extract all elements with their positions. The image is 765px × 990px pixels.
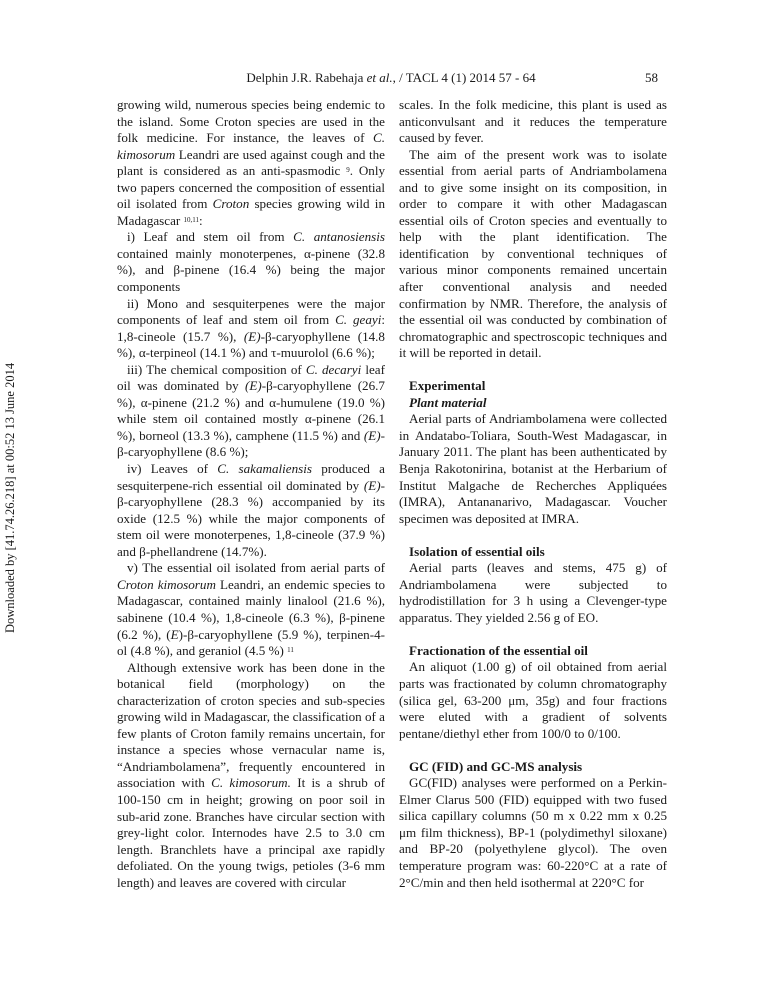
paragraph: The aim of the present work was to isolate essential from aerial parts of Andriambolamena and to give some insight on its composition, in order to compare it with other Madagascan essential oils of Croton species and eventually to help with the plant identification. The identification by conventional techniques of various minor components remained uncertain after conventional analysis and needed confirmation by NMR. Therefore, the analysis of the essential oil was conducted by combination of chromatographic and spectroscopic techniques and it will be reported in detail. [399, 146, 667, 361]
paragraph: Aerial parts (leaves and stems, 475 g) of Andriambolamena were subjected to hydrodistillation for 3 h using a Clevenger-type apparatus. They yielded 2.56 g of EO. [399, 560, 667, 625]
running-header [116, 70, 666, 88]
right-column [399, 97, 667, 891]
paragraph: iv) Leaves of C. sakamaliensis produced a sesquiterpene-rich essential oil dominated by (E)-β-caryophyllene (28.3 %) accompanied by its oxide (12.5 %) while the major components of stem oil were monoterpenes, 1,8-cineole (37.9 %) and β-phellandrene (14.7%). [117, 461, 385, 559]
paragraph: Aerial parts of Andriambolamena were collected in Andatabo-Toliara, South-West Madagascar, in January 2011. The plant has been authenticated by Benja Rakotonirina, botanist at the Herbarium of Institut Malgache de Recherches Appliquées (IMRA), Antananarivo, Madagascar. Voucher specimen was deposited at IMRA. [399, 411, 667, 526]
section-heading: GC (FID) and GC-MS analysis [409, 758, 583, 774]
paragraph: growing wild, numerous species being endemic to the island. Some Croton species are used in the folk medicine. For instance, the leaves of C. kimosorum Leandri are used against cough and the plant is considered as an anti-spasmodic $^9$. Only two papers concerned the composition of essential oil isolated from Croton species growing wild in Madagascar $^{10,11}$: [117, 97, 386, 228]
paragraph: v) The essential oil isolated from aerial parts of Croton kimosorum Leandri, an endemic species to Madagascar, contained mainly linalool (21.6 %), sabinene (10.4 %), 1,8-cineole (6.3 %), β-pinene (6.2 %), (E)-β-caryophyllene (5.9 %), terpinen-4-ol (4.8 %), and geraniol (4.5 %) $^{11}$ [117, 560, 386, 659]
running-head-etal: et al. [366, 70, 393, 85]
paragraph: ii) Mono and sesquiterpenes were the major components of leaf and stem oil from C. geayi: 1,8-cineole (15.7 %), (E)-β-caryophyllene (14.8 %), α-terpineol (14.1 %) and τ-muurolol (6.6 %); [117, 295, 385, 361]
section-heading: Experimental [409, 378, 486, 394]
running-head-journal: , / TACL 4 (1) 2014 57 - 64 [392, 70, 536, 85]
download-watermark: Downloaded by [41.74.26.218] at 00:52 13 June 2014 [3, 362, 17, 633]
left-column [117, 97, 385, 891]
running-head-authors: Delphin J.R. Rabehaja [246, 70, 367, 85]
paragraph: iii) The chemical composition of C. decaryi leaf oil was dominated by (E)-β-caryophyllene (26.7 %), α-pinene (21.2 %) and α-humulene (19.0 %) while stem oil contained mostly α-pinene (26.1 %), borneol (13.3 %), camphene (11.5 %) and (E)-β-caryophyllene (8.6 %); [117, 361, 385, 460]
section-heading: Isolation of essential oils [409, 543, 545, 559]
subsection-heading: Plant material [409, 394, 487, 410]
paragraph: i) Leaf and stem oil from C. antanosiensis contained mainly monoterpenes, α-pinene (32.8 %), and β-pinene (16.4 %) being the major components [117, 229, 385, 295]
section-heading: Fractionation of the essential oil [409, 642, 588, 658]
paragraph: GC(FID) analyses were performed on a Perkin-Elmer Clarus 500 (FID) equipped with two fused silica capillary columns (50 m x 0.22 mm x 0.25 μm film thickness), BP-1 (polydimethyl siloxane) and BP-20 (polyethylene glycol). The oven temperature program was: 60-220°C at a rate of 2°C/min and then held isothermal at 220°C for [399, 775, 667, 890]
paragraph: scales. In the folk medicine, this plant is used as anticonvulsant and it reduces the temperature caused by fever. [399, 97, 667, 146]
running-head [116, 70, 666, 86]
paragraph: An aliquot (1.00 g) of oil obtained from aerial parts was fractionated by column chromatography (silica gel, 63-200 μm, 35g) and four fractions were eluted with a gradient of solvents pentane/diethyl ether from 100/0 to 0/100. [399, 659, 667, 741]
paragraph: Although extensive work has been done in the botanical field (morphology) on the characterization of croton species and sub-species growing wild in Madagascar, the classification of a few plants of Croton family remains uncertain, for instance a species whose vernacular name is, “Andriambolamena”, frequently encountered in association with C. kimosorum. It is a shrub of 100-150 cm in height; growing on poor soil in sub-arid zone. Branches have circular section with grey-light color. Internodes have 2.5 to 3.0 cm length. Branchlets have a principal axe rapidly defoliated. On the young twigs, petioles (3-6 mm length) and leaves are covered with circular [117, 659, 386, 890]
page-number: 58 [645, 70, 658, 85]
